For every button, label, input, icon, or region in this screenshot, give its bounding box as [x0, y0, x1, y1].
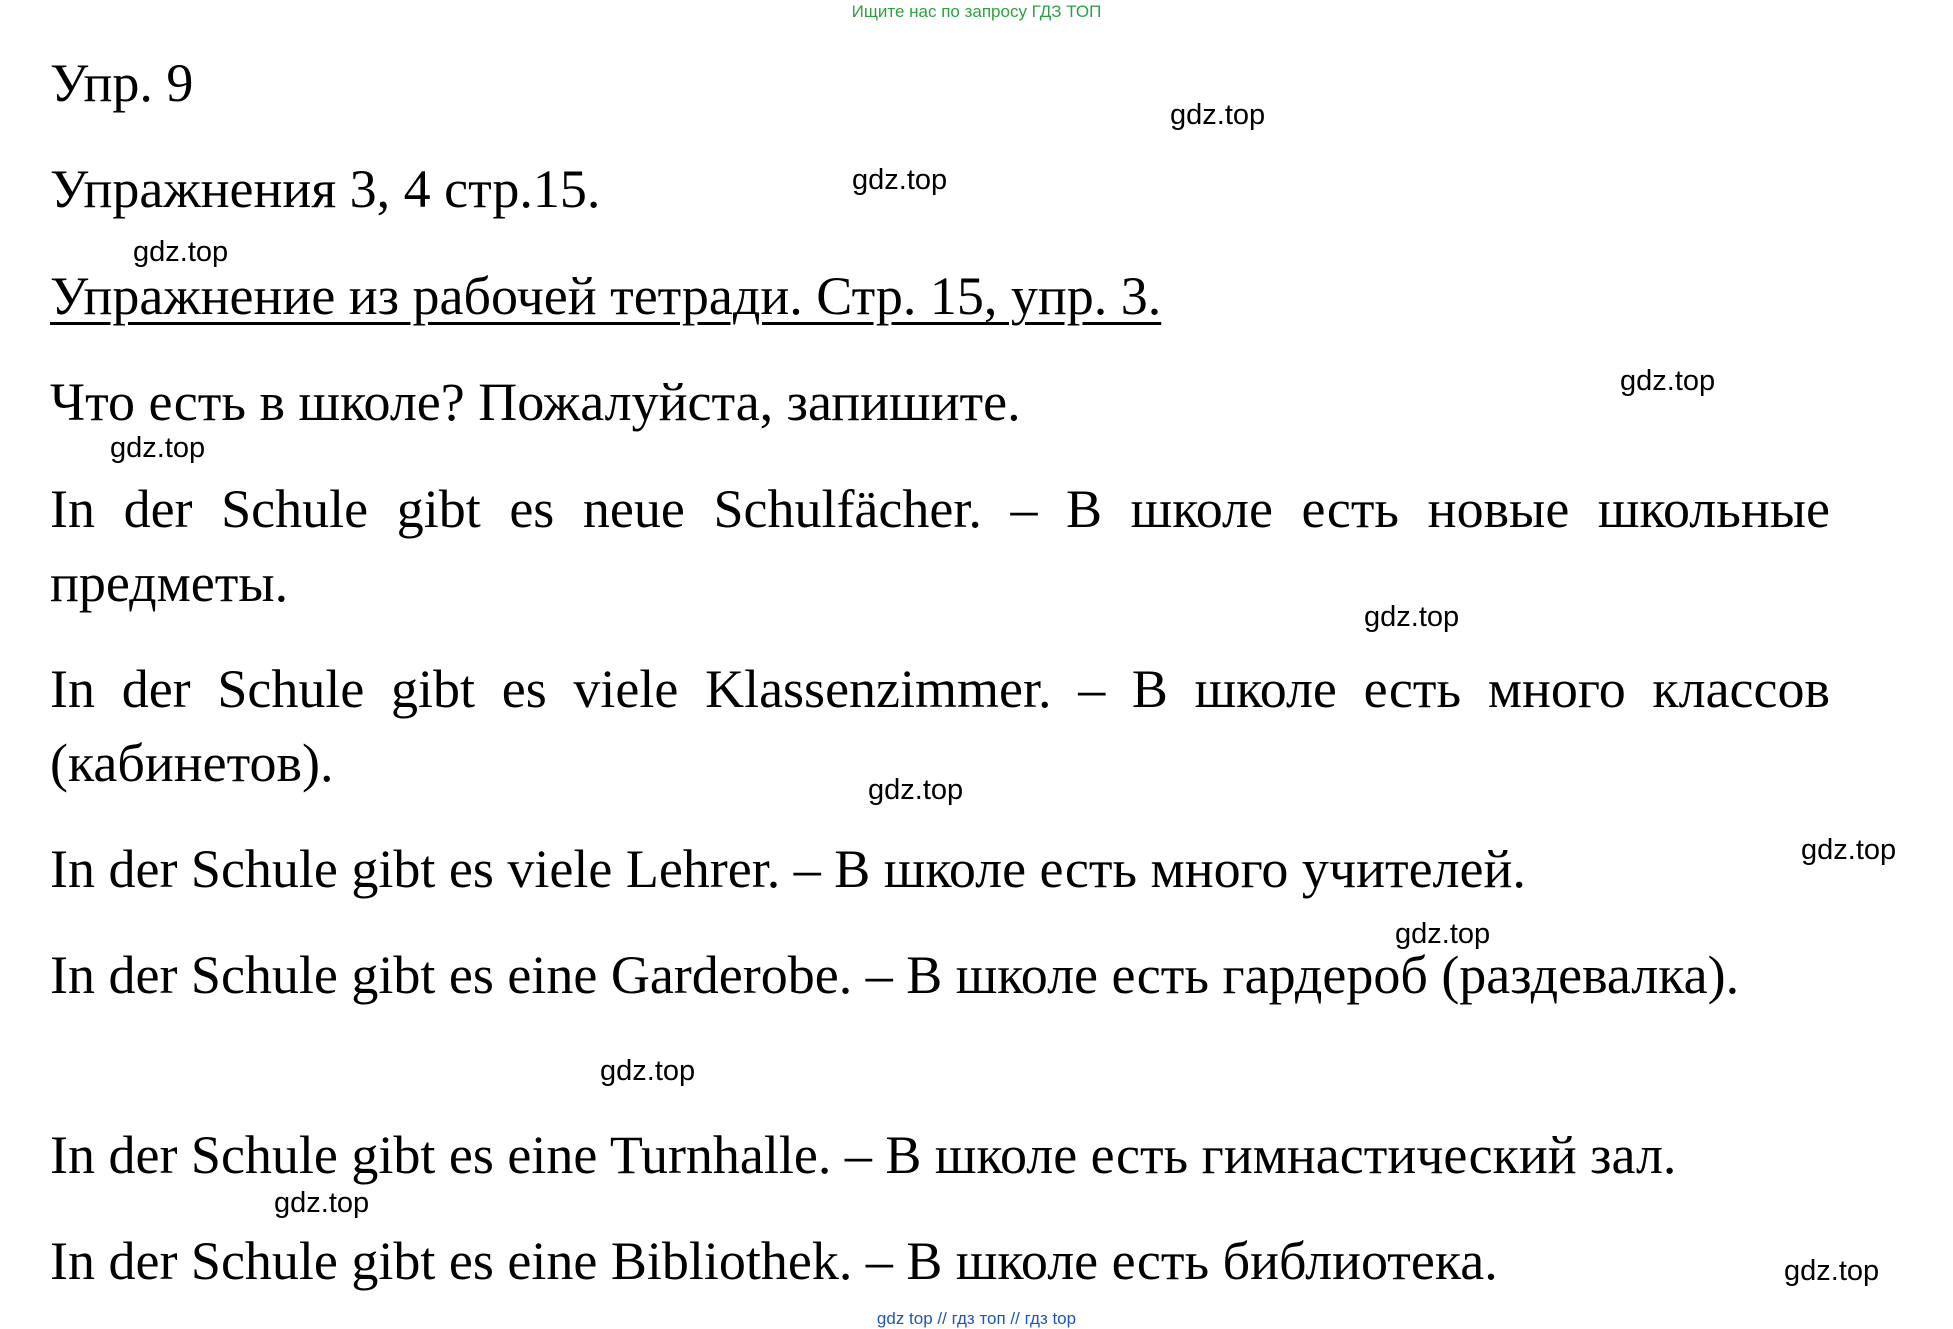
- question-text: Что есть в школе? Пожалуйста, запишите.: [50, 372, 1021, 432]
- sentence-2: In der Schule gibt es viele Klassenzimmer. – В школе есть много классов (кабинетов).: [50, 659, 1830, 793]
- watermark: gdz.top: [133, 236, 229, 268]
- workbook-heading: Упражнение из рабочей тетради. Стр. 15, упр. 3.: [50, 266, 1162, 326]
- watermark: gdz.top: [868, 774, 964, 806]
- sentence-3: In der Schule gibt es viele Lehrer. – В школе есть много учителей.: [50, 839, 1526, 899]
- top-banner: Ищите нас по запросу ГДЗ ТОП: [851, 2, 1102, 21]
- watermark: gdz.top: [600, 1055, 696, 1087]
- watermark: gdz.top: [852, 164, 948, 196]
- sentence-6: In der Schule gibt es eine Bibliothek. – В школе есть библиотека.: [50, 1231, 1498, 1291]
- watermark: gdz.top: [274, 1187, 370, 1219]
- sentence-5: In der Schule gibt es eine Turnhalle. – В школе есть гимнастический зал.: [50, 1125, 1677, 1185]
- watermark: gdz.top: [1170, 99, 1266, 131]
- watermark: gdz.top: [110, 432, 206, 464]
- sentence-4: In der Schule gibt es eine Garderobe. – В школе есть гардероб (раздевалка).: [50, 945, 1740, 1005]
- watermark: gdz.top: [1395, 918, 1491, 950]
- watermark: gdz.top: [1620, 365, 1716, 397]
- watermark: gdz.top: [1784, 1255, 1880, 1287]
- footer: gdz top // гдз топ // гдз top: [876, 1309, 1077, 1328]
- exercises-reference: Упражнения 3, 4 стр.15.: [50, 159, 601, 219]
- watermark: gdz.top: [1364, 601, 1460, 633]
- exercise-title: Упр. 9: [50, 53, 194, 113]
- watermark: gdz.top: [1801, 834, 1897, 866]
- sentence-1: In der Schule gibt es neue Schulfächer. – В школе есть новые школьные предметы.: [50, 479, 1830, 613]
